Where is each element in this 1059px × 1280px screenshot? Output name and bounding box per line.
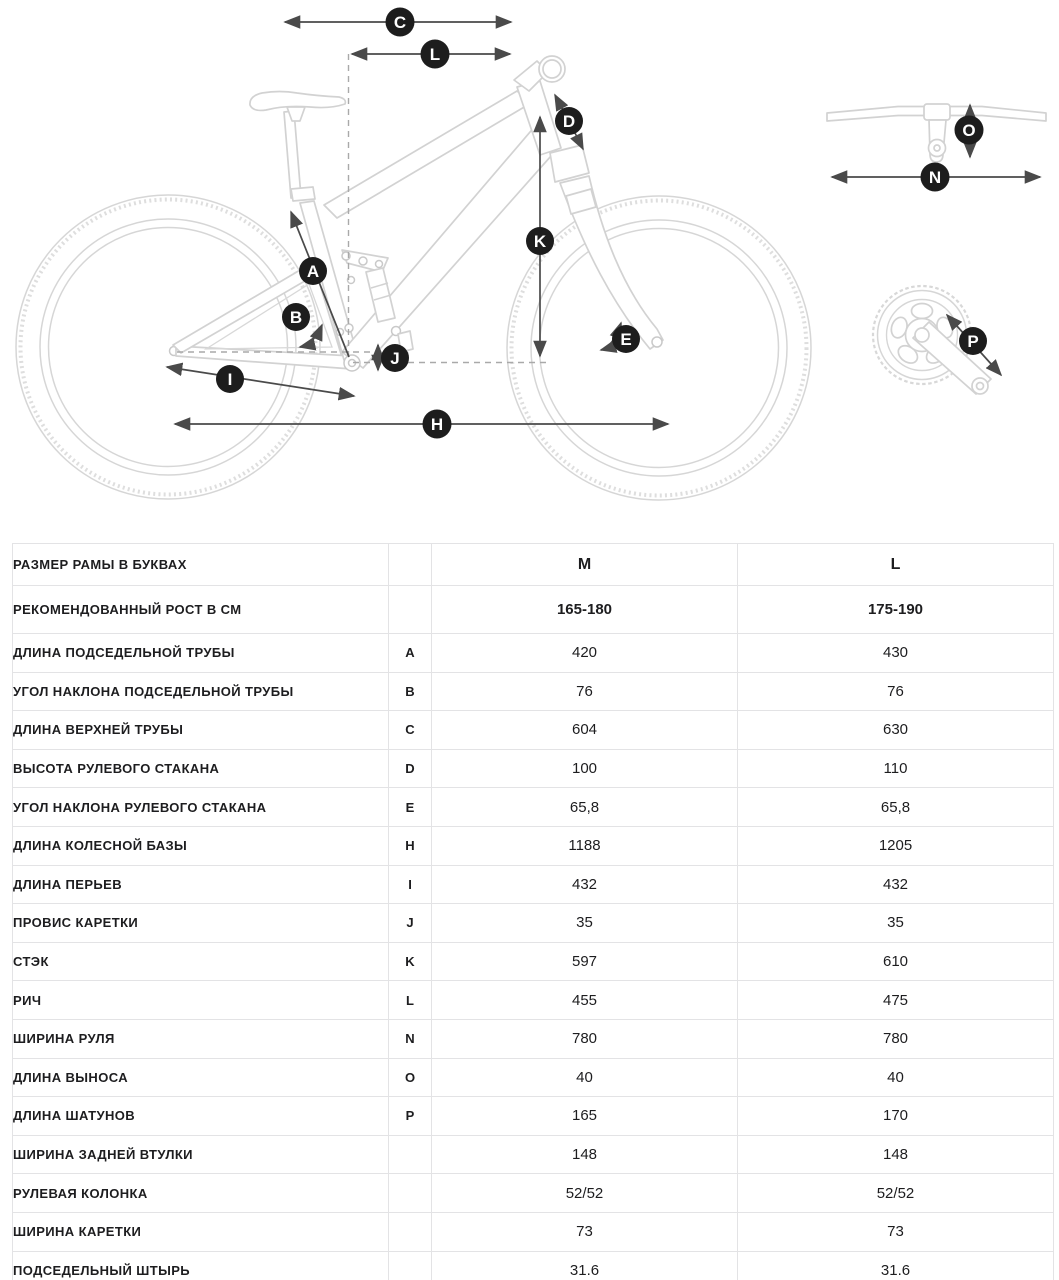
row-letter: L [389, 981, 432, 1020]
value-l: 610 [738, 942, 1054, 981]
value-m: 52/52 [432, 1174, 738, 1213]
table-row [13, 904, 1054, 943]
geometry-table [12, 543, 1054, 1280]
table-row [13, 942, 1054, 981]
callout-k [526, 227, 554, 255]
table-row [13, 634, 1054, 673]
row-label: РАЗМЕР РАМЫ В БУКВАХ [13, 544, 389, 586]
row-letter [389, 1212, 432, 1251]
value-l: 52/52 [738, 1174, 1054, 1213]
row-letter [389, 586, 432, 634]
value-l: 31.6 [738, 1251, 1054, 1280]
callout-k-letter: K [533, 232, 547, 251]
callout-o-letter: O [962, 121, 976, 140]
value-l: 73 [738, 1212, 1054, 1251]
value-m: 420 [432, 634, 738, 673]
value-m: 100 [432, 749, 738, 788]
down-tube [342, 125, 559, 368]
table-row [13, 981, 1054, 1020]
callout-p-letter: P [967, 332, 979, 351]
row-letter: D [389, 749, 432, 788]
row-label: ДЛИНА ШАТУНОВ [13, 1097, 389, 1136]
size-m-header: M [432, 544, 738, 586]
value-l: 1205 [738, 826, 1054, 865]
row-label: СТЭК [13, 942, 389, 981]
value-l: 76 [738, 672, 1054, 711]
handlebar-top-view [827, 104, 1046, 162]
value-m: 31.6 [432, 1251, 738, 1280]
value-l: 65,8 [738, 788, 1054, 827]
value-m: 73 [432, 1212, 738, 1251]
value-l: 170 [738, 1097, 1054, 1136]
row-label: ДЛИНА ВЕРХНЕЙ ТРУБЫ [13, 711, 389, 750]
callout-n [921, 163, 950, 192]
value-m: 1188 [432, 826, 738, 865]
value-m: 35 [432, 904, 738, 943]
row-label: РЕКОМЕНДОВАННЫЙ РОСТ В СМ [13, 586, 389, 634]
callout-h [423, 410, 452, 439]
row-label: ПРОВИС КАРЕТКИ [13, 904, 389, 943]
callout-n-letter: N [928, 168, 942, 187]
row-label: ДЛИНА КОЛЕСНОЙ БАЗЫ [13, 826, 389, 865]
value-l: 430 [738, 634, 1054, 673]
row-letter: P [389, 1097, 432, 1136]
callout-d [555, 107, 583, 135]
callout-c-letter: C [393, 13, 407, 32]
value-l: 148 [738, 1135, 1054, 1174]
callout-b [282, 303, 310, 331]
callout-i-letter: I [227, 370, 233, 389]
value-l: 475 [738, 981, 1054, 1020]
table-row [13, 1019, 1054, 1058]
row-label: ШИРИНА КАРЕТКИ [13, 1212, 389, 1251]
table-row [13, 826, 1054, 865]
seatpost [284, 111, 301, 198]
row-letter [389, 1135, 432, 1174]
value-l: 175-190 [738, 586, 1054, 634]
value-m: 604 [432, 711, 738, 750]
size-l-header: L [738, 544, 1054, 586]
table-row [13, 865, 1054, 904]
bike-geometry-diagram [0, 0, 1059, 532]
bike-frame [173, 56, 663, 371]
row-letter: B [389, 672, 432, 711]
row-label: ДЛИНА ВЫНОСА [13, 1058, 389, 1097]
row-letter: K [389, 942, 432, 981]
callout-d-letter: D [562, 112, 576, 131]
value-m: 455 [432, 981, 738, 1020]
table-row [13, 788, 1054, 827]
row-label: УГОЛ НАКЛОНА ПОДСЕДЕЛЬНОЙ ТРУБЫ [13, 672, 389, 711]
value-m: 597 [432, 942, 738, 981]
value-l: 110 [738, 749, 1054, 788]
callout-l [421, 40, 450, 69]
value-m: 65,8 [432, 788, 738, 827]
callout-j-letter: J [390, 349, 400, 368]
row-label: ШИРИНА ЗАДНЕЙ ВТУЛКИ [13, 1135, 389, 1174]
row-label: ПОДСЕДЕЛЬНЫЙ ШТЫРЬ [13, 1251, 389, 1280]
callout-a [299, 257, 327, 285]
row-label: ВЫСОТА РУЛЕВОГО СТАКАНА [13, 749, 389, 788]
table-row [13, 1058, 1054, 1097]
chainstay [176, 346, 352, 369]
row-letter [389, 1174, 432, 1213]
value-m: 40 [432, 1058, 738, 1097]
row-label: РИЧ [13, 981, 389, 1020]
callout-e [612, 325, 640, 353]
callout-b-letter: B [289, 308, 303, 327]
value-l: 35 [738, 904, 1054, 943]
row-letter: H [389, 826, 432, 865]
rear-wheel [16, 195, 320, 499]
callout-l-letter: L [429, 45, 441, 64]
row-letter: E [389, 788, 432, 827]
value-m: 165-180 [432, 586, 738, 634]
table-row [13, 1174, 1054, 1213]
value-m: 76 [432, 672, 738, 711]
callout-c [386, 8, 415, 37]
row-label: ШИРИНА РУЛЯ [13, 1019, 389, 1058]
value-l: 40 [738, 1058, 1054, 1097]
value-m: 780 [432, 1019, 738, 1058]
value-l: 432 [738, 865, 1054, 904]
row-label: РУЛЕВАЯ КОЛОНКА [13, 1174, 389, 1213]
dim-line-d-upper [555, 95, 563, 110]
callout-i [216, 365, 244, 393]
callout-j [381, 344, 409, 372]
table-row [13, 1135, 1054, 1174]
row-letter: A [389, 634, 432, 673]
row-label: ДЛИНА ПОДСЕДЕЛЬНОЙ ТРУБЫ [13, 634, 389, 673]
row-letter: I [389, 865, 432, 904]
value-m: 432 [432, 865, 738, 904]
value-l: 630 [738, 711, 1054, 750]
table-row-frame-size [13, 544, 1054, 586]
row-letter: C [389, 711, 432, 750]
value-m: 165 [432, 1097, 738, 1136]
table-row [13, 1212, 1054, 1251]
row-letter: J [389, 904, 432, 943]
dim-line-i [167, 367, 354, 396]
callout-p [959, 327, 987, 355]
row-letter [389, 1251, 432, 1280]
value-l: 780 [738, 1019, 1054, 1058]
row-letter: N [389, 1019, 432, 1058]
row-label: ДЛИНА ПЕРЬЕВ [13, 865, 389, 904]
table-row [13, 711, 1054, 750]
table-row [13, 672, 1054, 711]
table-row [13, 749, 1054, 788]
callout-a-letter: A [306, 262, 320, 281]
callout-o [955, 116, 984, 145]
row-letter [389, 544, 432, 586]
stem-clamp [924, 104, 950, 120]
table-row [13, 1097, 1054, 1136]
callout-e-letter: E [620, 330, 632, 349]
table-row [13, 1251, 1054, 1280]
value-m: 148 [432, 1135, 738, 1174]
table-row-rider-height [13, 586, 1054, 634]
callout-h-letter: H [430, 415, 444, 434]
row-letter: O [389, 1058, 432, 1097]
row-label: УГОЛ НАКЛОНА РУЛЕВОГО СТАКАНА [13, 788, 389, 827]
